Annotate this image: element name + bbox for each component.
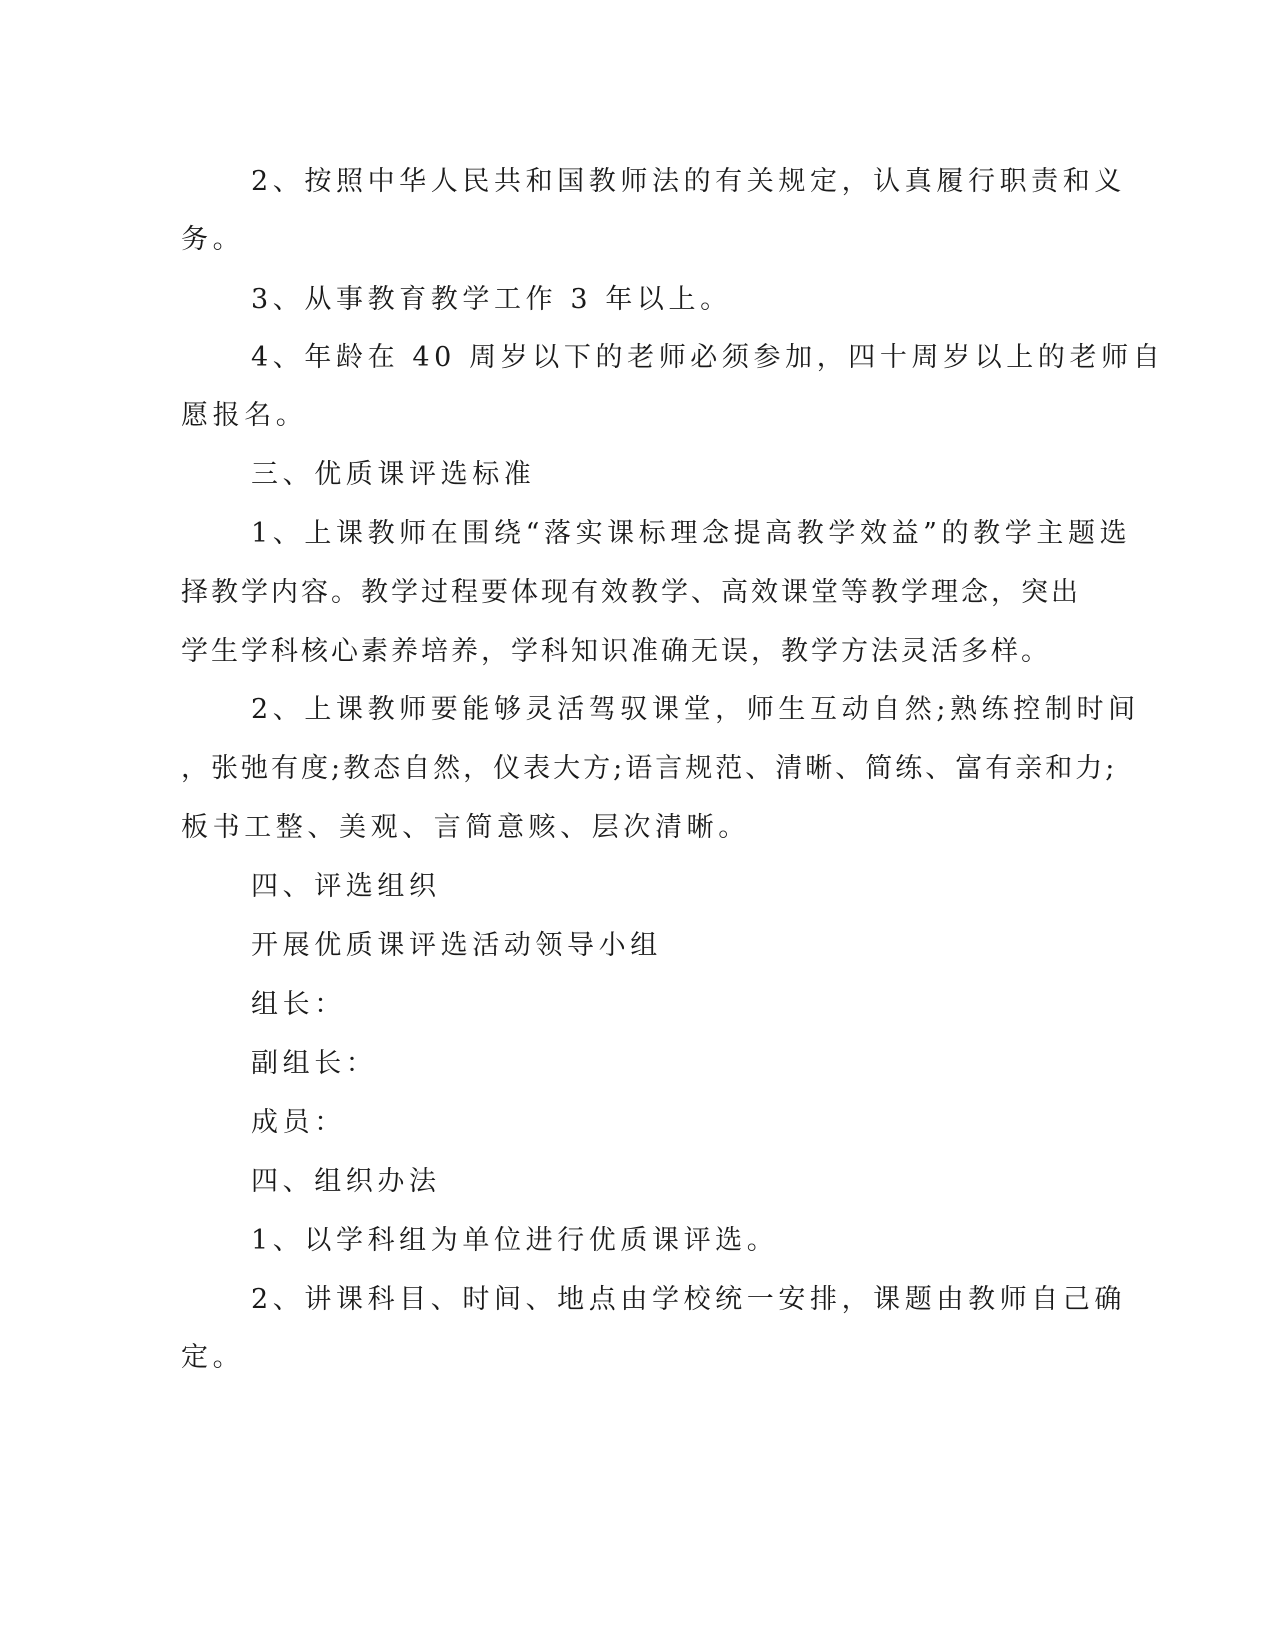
paragraph-line: 1、上课教师在围绕“落实课标理念提高教学效益”的教学主题选 [251,518,1132,549]
paragraph-line: 4、年龄在 40 周岁以下的老师必须参加，四十周岁以上的老师自 [251,342,1165,373]
paragraph-line: 2、讲课科目、时间、地点由学校统一安排，课题由教师自己确 [251,1284,1126,1315]
paragraph-line: 板书工整、美观、言简意赅、层次清晰。 [181,812,750,843]
paragraph-line: ，张弛有度;教态自然，仪表大方;语言规范、清晰、简练、富有亲和力; [181,753,1118,784]
role-label-leader: 组长： [251,989,346,1020]
paragraph-line: 2、按照中华人民共和国教师法的有关规定，认真履行职责和义 [251,166,1126,197]
section-heading: 三、优质课评选标准 [251,459,536,490]
paragraph-line: 开展优质课评选活动领导小组 [251,930,662,961]
paragraph-line: 1、以学科组为单位进行优质课评选。 [251,1225,779,1256]
paragraph-line: 择教学内容。教学过程要体现有效教学、高效课堂等教学理念，突出 [181,577,1081,608]
paragraph-line: 愿报名。 [181,400,308,431]
paragraph-line: 学生学科核心素养培养，学科知识准确无误，教学方法灵活多样。 [181,636,1051,667]
paragraph-line: 定。 [181,1342,245,1373]
section-heading: 四、评选组织 [251,871,441,902]
paragraph-line: 2、上课教师要能够灵活驾驭课堂，师生互动自然;熟练控制时间 [251,694,1140,725]
paragraph-line: 务。 [181,224,245,255]
role-label-deputy-leader: 副组长： [251,1048,378,1079]
section-heading: 四、组织办法 [251,1166,441,1197]
paragraph-line: 3、从事教育教学工作 3 年以上。 [251,284,732,315]
role-label-members: 成员： [251,1107,346,1138]
